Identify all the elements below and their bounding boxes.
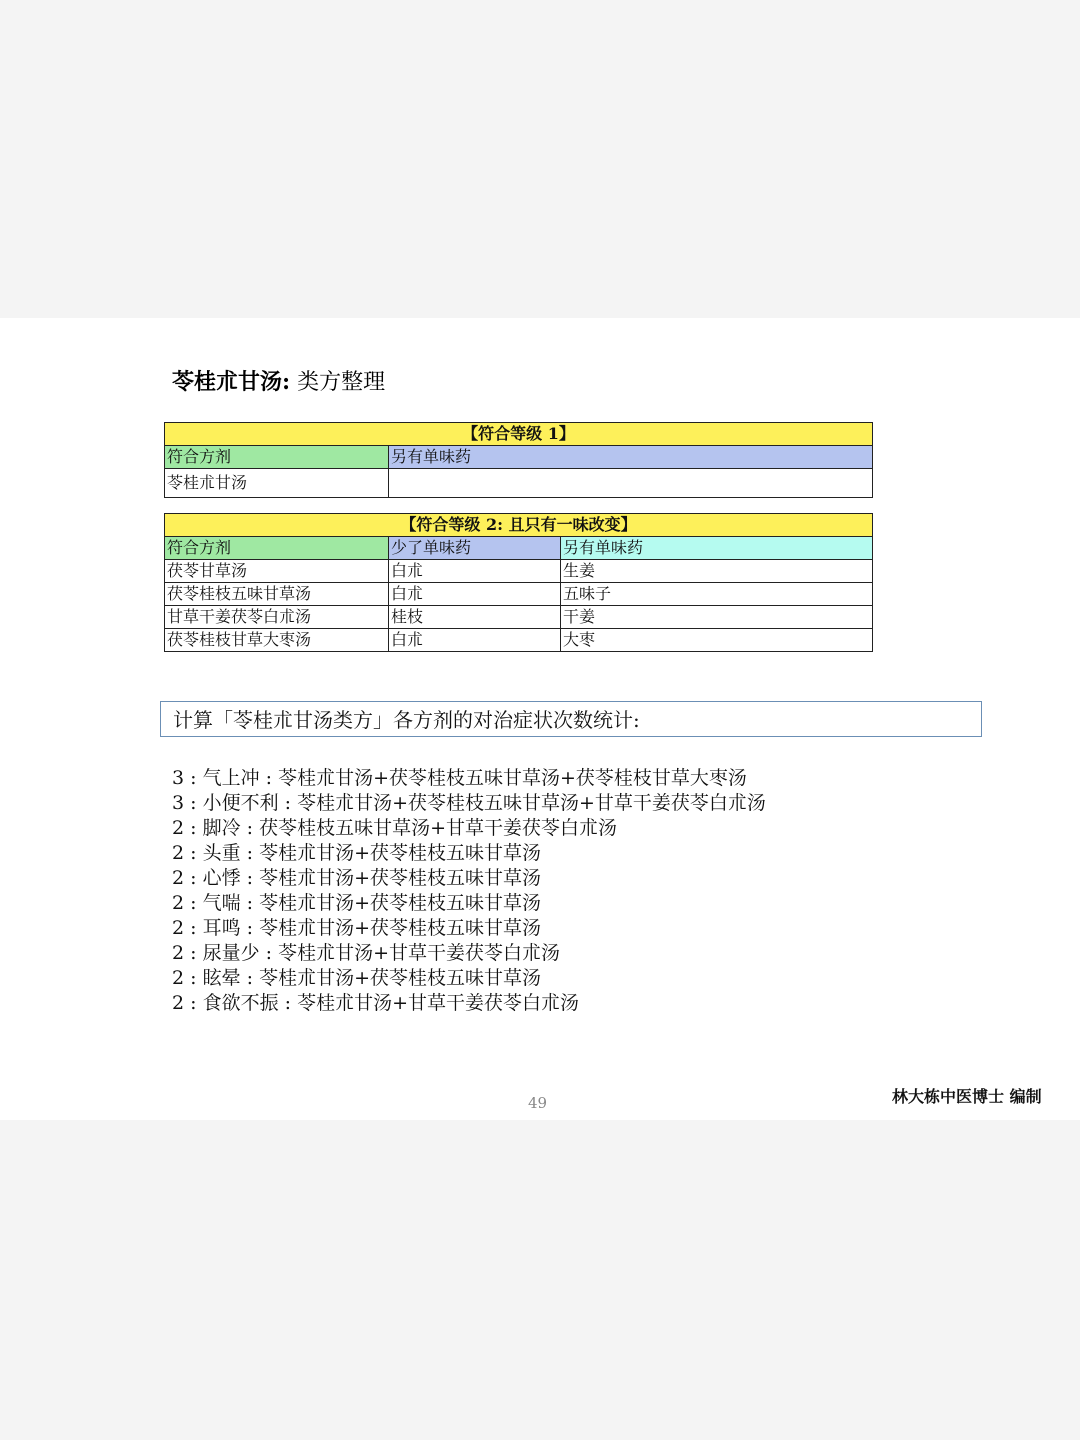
header-matching-formula: 符合方剂 [165, 446, 389, 469]
grade-2-banner: 【符合等级 2: 且只有一味改变】 [165, 514, 873, 537]
stat-formulas: 苓桂朮甘汤+茯苓桂枝五味甘草汤 [259, 867, 541, 889]
stat-count: 2 [172, 842, 185, 864]
cell-formula: 茯苓桂枝五味甘草汤 [165, 583, 389, 606]
cell-formula: 甘草干姜茯苓白朮汤 [165, 606, 389, 629]
calculation-heading: 计算「苓桂朮甘汤类方」各方剂的对治症状次数统计: [173, 708, 640, 732]
table-row [165, 469, 873, 498]
list-item: 2 : 耳鸣 : 苓桂朮甘汤+茯苓桂枝五味甘草汤 [172, 917, 541, 939]
stat-symptom: 眩晕 [202, 967, 241, 989]
list-item: 2 : 尿量少 : 苓桂朮甘汤+甘草干姜茯苓白朮汤 [172, 942, 560, 964]
list-item: 3 : 气上冲 : 苓桂朮甘汤+茯苓桂枝五味甘草汤+茯苓桂枝甘草大枣汤 [172, 767, 747, 789]
stat-symptom: 脚冷 [202, 817, 241, 839]
stat-symptom: 食欲不振 [202, 992, 279, 1014]
stat-symptom: 气上冲 [202, 767, 260, 789]
stat-count: 3 [172, 792, 185, 814]
stat-formulas: 苓桂朮甘汤+茯苓桂枝五味甘草汤 [259, 892, 541, 914]
calculation-heading-box [160, 701, 982, 737]
header-extra-herb: 另有单味药 [561, 537, 873, 560]
page-number: 49 [528, 1094, 548, 1112]
stat-count: 2 [172, 992, 185, 1014]
title-subtitle: 类方整理 [290, 370, 386, 395]
page-title [172, 365, 385, 396]
symptom-stats-list [172, 766, 766, 1016]
stat-formulas: 茯苓桂枝五味甘草汤+甘草干姜茯苓白朮汤 [259, 817, 617, 839]
cell-extra-herb: 五味子 [561, 583, 873, 606]
list-item: 2 : 食欲不振 : 苓桂朮甘汤+甘草干姜茯苓白朮汤 [172, 992, 579, 1014]
stat-symptom: 耳鸣 [202, 917, 241, 939]
list-item: 3 : 小便不利 : 苓桂朮甘汤+茯苓桂枝五味甘草汤+甘草干姜茯苓白朮汤 [172, 792, 766, 814]
stat-count: 2 [172, 867, 185, 889]
stat-symptom: 尿量少 [202, 942, 260, 964]
list-item: 2 : 头重 : 苓桂朮甘汤+茯苓桂枝五味甘草汤 [172, 842, 541, 864]
stat-formulas: 苓桂朮甘汤+茯苓桂枝五味甘草汤+甘草干姜茯苓白朮汤 [297, 792, 766, 814]
table-row [165, 629, 873, 652]
table-row [165, 606, 873, 629]
stat-count: 2 [172, 967, 185, 989]
header-matching-formula: 符合方剂 [165, 537, 389, 560]
table-row [165, 583, 873, 606]
stat-symptom: 小便不利 [202, 792, 279, 814]
table-row [165, 560, 873, 583]
cell-missing-herb: 白朮 [389, 629, 561, 652]
cell-formula: 苓桂朮甘汤 [165, 469, 389, 498]
cell-extra-herb: 干姜 [561, 606, 873, 629]
stat-formulas: 苓桂朮甘汤+茯苓桂枝五味甘草汤 [259, 917, 541, 939]
stat-symptom: 心悸 [202, 867, 241, 889]
stat-formulas: 苓桂朮甘汤+茯苓桂枝五味甘草汤 [259, 842, 541, 864]
cell-missing-herb: 桂枝 [389, 606, 561, 629]
stat-formulas: 苓桂朮甘汤+甘草干姜茯苓白朮汤 [278, 942, 560, 964]
stat-formulas: 苓桂朮甘汤+茯苓桂枝五味甘草汤+茯苓桂枝甘草大枣汤 [278, 767, 747, 789]
cell-formula: 茯苓甘草汤 [165, 560, 389, 583]
cell-missing-herb: 白朮 [389, 560, 561, 583]
stat-count: 2 [172, 817, 185, 839]
cell-extra-herb [389, 469, 873, 498]
author-credit: 林大栋中医博士 编制 [892, 1087, 1042, 1106]
title-formula: 苓桂朮甘汤: [172, 369, 291, 395]
list-item: 2 : 心悸 : 苓桂朮甘汤+茯苓桂枝五味甘草汤 [172, 867, 541, 889]
stat-count: 2 [172, 917, 185, 939]
stat-symptom: 气喘 [202, 892, 241, 914]
header-extra-herb: 另有单味药 [389, 446, 873, 469]
cell-formula: 茯苓桂枝甘草大枣汤 [165, 629, 389, 652]
cell-missing-herb: 白朮 [389, 583, 561, 606]
stat-formulas: 苓桂朮甘汤+甘草干姜茯苓白朮汤 [297, 992, 579, 1014]
stat-count: 2 [172, 892, 185, 914]
stat-count: 2 [172, 942, 185, 964]
cell-extra-herb: 生姜 [561, 560, 873, 583]
list-item: 2 : 气喘 : 苓桂朮甘汤+茯苓桂枝五味甘草汤 [172, 892, 541, 914]
header-missing-herb: 少了单味药 [389, 537, 561, 560]
grade-1-table [164, 422, 873, 498]
document-page [0, 318, 1080, 1120]
stat-count: 3 [172, 767, 185, 789]
list-item: 2 : 脚冷 : 茯苓桂枝五味甘草汤+甘草干姜茯苓白朮汤 [172, 817, 617, 839]
cell-extra-herb: 大枣 [561, 629, 873, 652]
stat-symptom: 头重 [202, 842, 241, 864]
stat-formulas: 苓桂朮甘汤+茯苓桂枝五味甘草汤 [259, 967, 541, 989]
grade-2-table [164, 513, 873, 652]
grade-1-banner: 【符合等级 1】 [165, 423, 873, 446]
list-item: 2 : 眩晕 : 苓桂朮甘汤+茯苓桂枝五味甘草汤 [172, 967, 541, 989]
